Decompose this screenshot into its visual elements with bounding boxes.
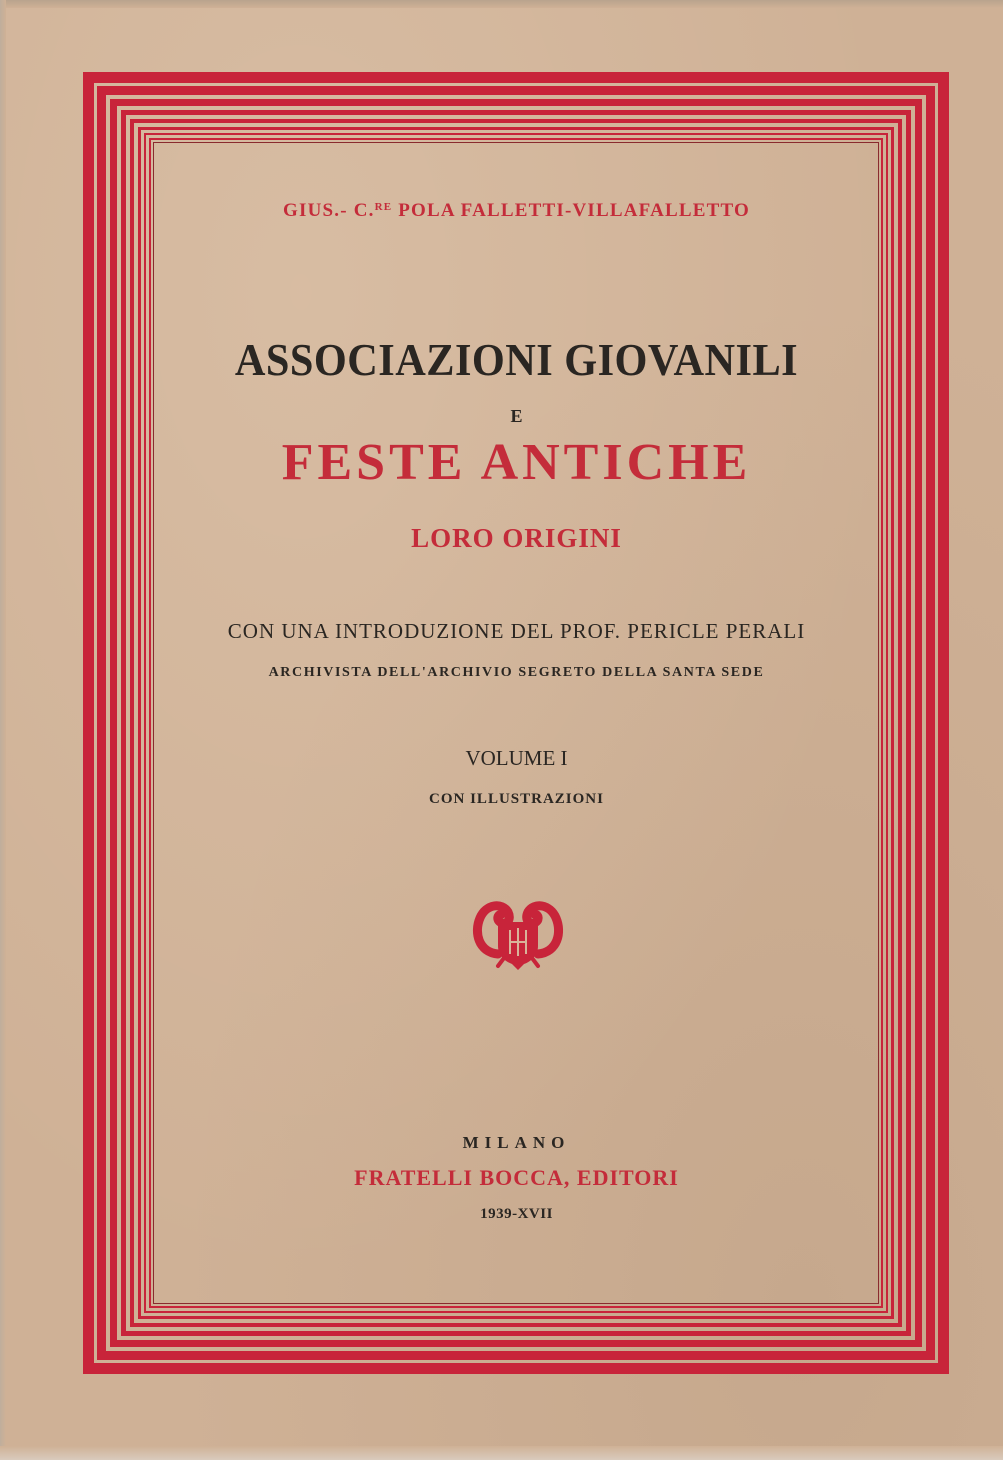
author-name: POLA FALLETTI-VILLAFALLETTO: [398, 200, 750, 221]
paper-edge-left: [0, 0, 6, 1460]
publisher-name: FRATELLI BOCCA, EDITORI: [354, 1165, 679, 1190]
author-title-superscript: RE: [374, 201, 393, 213]
publisher-emblem-icon: [468, 892, 568, 972]
publication-city: MILANO: [462, 1133, 571, 1152]
paper-edge-top: [0, 0, 1003, 8]
title-line-2: FESTE ANTICHE: [281, 434, 752, 491]
cover-content: [155, 143, 878, 1300]
title-line-1: ASSOCIAZIONI GIOVANILI: [234, 334, 799, 385]
paper-edge-bottom: [0, 1446, 1003, 1460]
title-conjunction: E: [510, 406, 523, 426]
author-prefix: GIUS.- C.: [283, 200, 375, 221]
publication-year: 1939-XVII: [480, 1206, 553, 1222]
subtitle: LORO ORIGINI: [411, 523, 622, 553]
author-line: [155, 200, 878, 222]
introducer-affiliation: ARCHIVISTA DELL'ARCHIVIO SEGRETO DELLA SANTA SEDE: [268, 665, 765, 680]
illustrations-note: CON ILLUSTRAZIONI: [429, 791, 604, 807]
introduction-credit: CON UNA INTRODUZIONE DEL PROF. PERICLE PERALI: [227, 619, 806, 643]
volume-label: VOLUME I: [465, 746, 568, 770]
